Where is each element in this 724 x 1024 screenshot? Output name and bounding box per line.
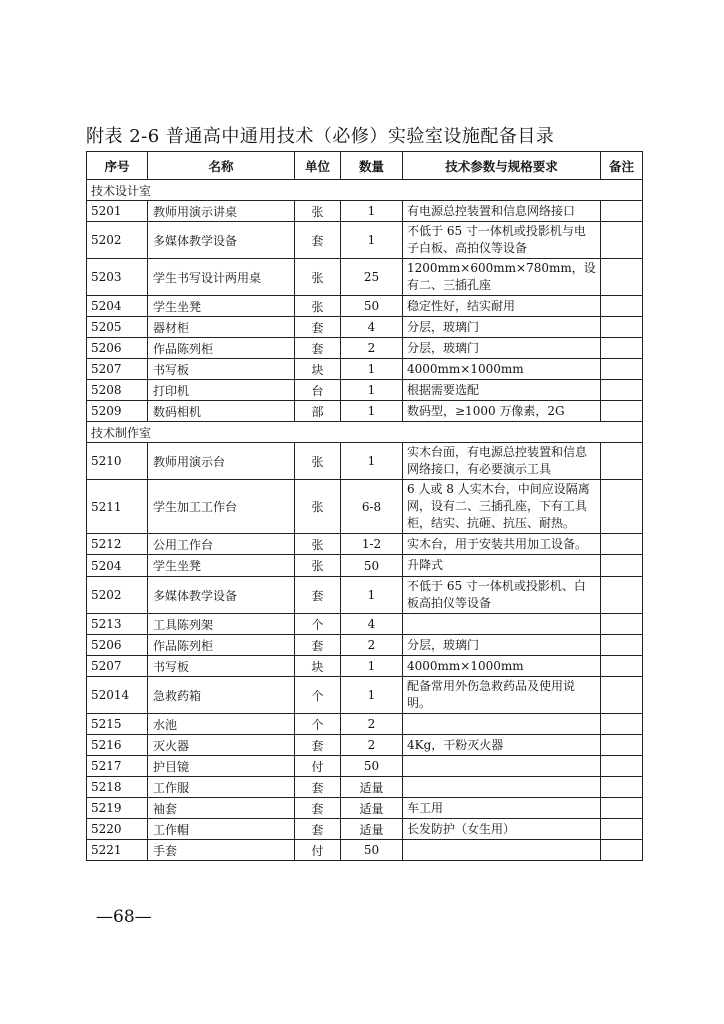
table-row (87, 317, 643, 338)
item-id: 5203 (87, 259, 148, 296)
item-qty: 1 (341, 401, 403, 422)
header-qty: 数量 (341, 152, 403, 180)
item-qty: 1 (341, 380, 403, 401)
item-unit: 付 (295, 756, 341, 777)
item-name: 袖套 (148, 798, 295, 819)
item-qty: 1 (341, 656, 403, 677)
item-id: 5206 (87, 635, 148, 656)
item-note (601, 635, 643, 656)
item-id: 5213 (87, 614, 148, 635)
item-note (601, 756, 643, 777)
item-unit: 部 (295, 401, 341, 422)
table-row (87, 201, 643, 222)
item-unit: 付 (295, 840, 341, 861)
item-qty: 2 (341, 714, 403, 735)
item-spec: 不低于 65 寸一体机或投影机与电子白板、高拍仪等设备 (403, 222, 601, 259)
header-spec: 技术参数与规格要求 (403, 152, 601, 180)
item-name: 书写板 (148, 656, 295, 677)
table-header-row (87, 152, 643, 180)
item-qty: 4 (341, 317, 403, 338)
item-name: 护目镜 (148, 756, 295, 777)
section-row (87, 422, 643, 443)
item-unit: 张 (295, 259, 341, 296)
item-unit: 套 (295, 777, 341, 798)
table-row (87, 840, 643, 861)
item-note (601, 201, 643, 222)
item-id: 5201 (87, 201, 148, 222)
item-note (601, 777, 643, 798)
item-name: 学生书写设计两用桌 (148, 259, 295, 296)
item-spec: 配备常用外伤急救药品及使用说明。 (403, 677, 601, 714)
table-row (87, 222, 643, 259)
item-unit: 套 (295, 338, 341, 359)
item-unit: 块 (295, 656, 341, 677)
item-id: 5207 (87, 656, 148, 677)
item-name: 工作服 (148, 777, 295, 798)
item-unit: 套 (295, 798, 341, 819)
item-unit: 张 (295, 480, 341, 534)
item-name: 灭火器 (148, 735, 295, 756)
item-id: 5202 (87, 222, 148, 259)
item-qty: 适量 (341, 819, 403, 840)
table-body (87, 180, 643, 861)
item-note (601, 443, 643, 480)
item-spec: 4Kg，干粉灭火器 (403, 735, 601, 756)
item-id: 5212 (87, 534, 148, 555)
item-name: 学生坐凳 (148, 296, 295, 317)
item-note (601, 577, 643, 614)
item-note (601, 338, 643, 359)
table-row (87, 534, 643, 555)
item-qty: 6-8 (341, 480, 403, 534)
item-note (601, 714, 643, 735)
item-id: 5208 (87, 380, 148, 401)
table-row (87, 259, 643, 296)
table-row (87, 338, 643, 359)
item-spec: 分层，玻璃门 (403, 338, 601, 359)
item-note (601, 401, 643, 422)
item-id: 5219 (87, 798, 148, 819)
item-note (601, 656, 643, 677)
item-id: 5218 (87, 777, 148, 798)
item-id: 5204 (87, 555, 148, 577)
item-qty: 2 (341, 635, 403, 656)
item-spec: 有电源总控装置和信息网络接口 (403, 201, 601, 222)
table-row (87, 555, 643, 577)
item-qty: 1 (341, 222, 403, 259)
table-row (87, 443, 643, 480)
item-spec: 分层，玻璃门 (403, 317, 601, 338)
item-note (601, 840, 643, 861)
table-row (87, 735, 643, 756)
item-unit: 套 (295, 577, 341, 614)
item-id: 5220 (87, 819, 148, 840)
item-qty: 50 (341, 296, 403, 317)
item-qty: 50 (341, 555, 403, 577)
table-row (87, 401, 643, 422)
item-note (601, 259, 643, 296)
item-name: 工具陈列架 (148, 614, 295, 635)
item-name: 学生坐凳 (148, 555, 295, 577)
item-unit: 个 (295, 614, 341, 635)
section-row (87, 180, 643, 201)
item-name: 作品陈列柜 (148, 338, 295, 359)
item-unit: 张 (295, 296, 341, 317)
item-qty: 1 (341, 201, 403, 222)
item-spec: 数码型，≥1000 万像素，2G (403, 401, 601, 422)
item-spec: 不低于 65 寸一体机或投影机、白板高拍仪等设备 (403, 577, 601, 614)
item-note (601, 677, 643, 714)
item-id: 5221 (87, 840, 148, 861)
equipment-table (86, 151, 643, 861)
item-spec: 实木台面，有电源总控装置和信息网络接口，有必要演示工具 (403, 443, 601, 480)
item-id: 5202 (87, 577, 148, 614)
item-qty: 适量 (341, 798, 403, 819)
item-unit: 块 (295, 359, 341, 380)
item-id: 5215 (87, 714, 148, 735)
item-id: 5209 (87, 401, 148, 422)
item-name: 书写板 (148, 359, 295, 380)
item-id: 5217 (87, 756, 148, 777)
item-name: 工作帽 (148, 819, 295, 840)
item-id: 5206 (87, 338, 148, 359)
table-row (87, 614, 643, 635)
item-spec: 实木台，用于安装共用加工设备。 (403, 534, 601, 555)
item-spec: 分层，玻璃门 (403, 635, 601, 656)
item-spec (403, 614, 601, 635)
header-unit: 单位 (295, 152, 341, 180)
item-spec (403, 714, 601, 735)
table-row (87, 380, 643, 401)
table-row (87, 714, 643, 735)
header-name: 名称 (148, 152, 295, 180)
item-spec: 长发防护（女生用） (403, 819, 601, 840)
item-note (601, 534, 643, 555)
item-id: 5210 (87, 443, 148, 480)
table-row (87, 677, 643, 714)
table-row (87, 756, 643, 777)
table-row (87, 819, 643, 840)
item-spec: 升降式 (403, 555, 601, 577)
table-row (87, 296, 643, 317)
item-name: 水池 (148, 714, 295, 735)
header-note: 备注 (601, 152, 643, 180)
page-number: —68— (96, 907, 152, 927)
item-spec (403, 840, 601, 861)
item-qty: 50 (341, 840, 403, 861)
item-note (601, 555, 643, 577)
item-qty: 适量 (341, 777, 403, 798)
item-unit: 张 (295, 555, 341, 577)
table-row (87, 635, 643, 656)
table-row (87, 798, 643, 819)
item-id: 5204 (87, 296, 148, 317)
item-name: 教师用演示台 (148, 443, 295, 480)
item-name: 学生加工工作台 (148, 480, 295, 534)
item-unit: 套 (295, 819, 341, 840)
item-qty: 2 (341, 338, 403, 359)
item-name: 多媒体教学设备 (148, 222, 295, 259)
table-row (87, 777, 643, 798)
item-name: 器材柜 (148, 317, 295, 338)
item-name: 公用工作台 (148, 534, 295, 555)
item-unit: 张 (295, 443, 341, 480)
item-unit: 个 (295, 677, 341, 714)
item-spec: 1200mm×600mm×780mm，设有二、三插孔座 (403, 259, 601, 296)
item-id: 5216 (87, 735, 148, 756)
item-name: 打印机 (148, 380, 295, 401)
item-note (601, 296, 643, 317)
item-spec: 根据需要选配 (403, 380, 601, 401)
item-id: 5207 (87, 359, 148, 380)
table-row (87, 480, 643, 534)
item-qty: 1 (341, 443, 403, 480)
item-name: 作品陈列柜 (148, 635, 295, 656)
item-unit: 张 (295, 534, 341, 555)
item-name: 教师用演示讲桌 (148, 201, 295, 222)
item-note (601, 317, 643, 338)
section-label: 技术制作室 (87, 422, 643, 443)
item-qty: 4 (341, 614, 403, 635)
item-id: 5211 (87, 480, 148, 534)
item-qty: 1-2 (341, 534, 403, 555)
table-row (87, 656, 643, 677)
item-note (601, 735, 643, 756)
item-qty: 1 (341, 359, 403, 380)
item-unit: 张 (295, 201, 341, 222)
item-qty: 2 (341, 735, 403, 756)
item-unit: 套 (295, 317, 341, 338)
item-name: 多媒体教学设备 (148, 577, 295, 614)
item-qty: 1 (341, 677, 403, 714)
item-note (601, 614, 643, 635)
item-note (601, 819, 643, 840)
item-unit: 套 (295, 222, 341, 259)
item-unit: 台 (295, 380, 341, 401)
item-qty: 25 (341, 259, 403, 296)
table-row (87, 359, 643, 380)
item-spec: 稳定性好，结实耐用 (403, 296, 601, 317)
item-spec: 4000mm×1000mm (403, 359, 601, 380)
item-note (601, 222, 643, 259)
header-id: 序号 (87, 152, 148, 180)
item-qty: 50 (341, 756, 403, 777)
item-id: 52014 (87, 677, 148, 714)
item-spec (403, 756, 601, 777)
item-spec: 4000mm×1000mm (403, 656, 601, 677)
item-id: 5205 (87, 317, 148, 338)
item-spec (403, 777, 601, 798)
item-unit: 套 (295, 735, 341, 756)
item-name: 手套 (148, 840, 295, 861)
item-unit: 个 (295, 714, 341, 735)
item-spec: 车工用 (403, 798, 601, 819)
item-spec: 6 人或 8 人实木台，中间应设隔离网，设有二、三插孔座，下有工具柜，结实、抗砸、抗压、耐热。 (403, 480, 601, 534)
table-title: 附表 2-6 普通高中通用技术（必修）实验室设施配备目录 (86, 126, 555, 147)
table-row (87, 577, 643, 614)
item-note (601, 480, 643, 534)
item-note (601, 380, 643, 401)
item-note (601, 359, 643, 380)
item-name: 急救药箱 (148, 677, 295, 714)
item-name: 数码相机 (148, 401, 295, 422)
item-qty: 1 (341, 577, 403, 614)
section-label: 技术设计室 (87, 180, 643, 201)
item-unit: 套 (295, 635, 341, 656)
item-note (601, 798, 643, 819)
